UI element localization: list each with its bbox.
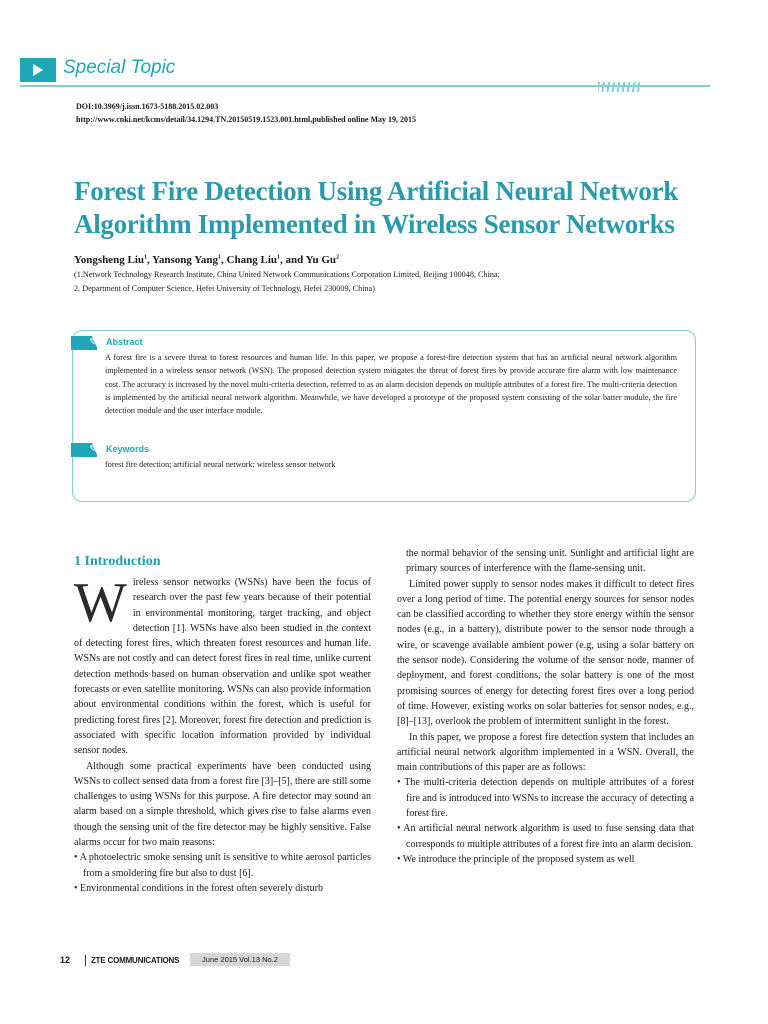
pen-icon: ✎ — [89, 444, 98, 455]
issue-badge: June 2015 Vol.13 No.2 — [190, 953, 290, 966]
paragraph: In this paper, we propose a forest fire detection system that includes an artificial neural network algorithm implemented in a WSN. Overall, the main contributions of this paper are as follows: — [397, 731, 694, 774]
bullet-item: • The multi-criteria detection depends on multiple attributes of a forest fire and is introduced into WSNs to increase the accuracy of detecting a forest fire. — [397, 777, 694, 820]
bullet-item: • A photoelectric smoke sensing unit is sensitive to white aerosol particles from a smoldering fire but also to dust [6]. — [74, 852, 371, 879]
section-topic: Special Topic — [63, 57, 176, 78]
page-number: 12 — [60, 955, 71, 965]
footer-separator — [85, 955, 86, 966]
pen-icon: ✎ — [89, 337, 98, 348]
affiliation-line: 2. Department of Computer Science, Hefei University of Technology, Hefei 230009, China) — [74, 284, 375, 293]
bullet-item: • Environmental conditions in the forest often severely disturb — [74, 882, 323, 894]
keywords-text: forest fire detection; artificial neural network; wireless sensor network — [105, 460, 336, 469]
author-sep: , — [147, 254, 153, 266]
paper-title: Forest Fire Detection Using Artificial Neural Network Algorithm Implemented in Wireless Sensor Networks — [74, 176, 678, 239]
paragraph: Although some practical experiments have been conducted using WSNs to collect sensed data from a forest fire [3]–[5], there are still some challenges to using WSNs for this purpose. A fire detector may sound an alarm based on a simple threshold, which gives rise to false alarms even though the sensing unit of the fire detector may be highly sensitive. False alarms occur for two main reasons: — [74, 760, 371, 849]
doi-line: DOI:10.3969/j.issn.1673-5188.2015.02.003 — [76, 102, 219, 111]
author: Yu Gu — [305, 254, 337, 266]
author: Yansong Yang — [152, 254, 219, 266]
drop-cap: W — [74, 572, 127, 634]
paragraph-text: ireless sensor networks (WSNs) have been the focus of research over the past few years because of their potential in environmental monitoring, target tracking, and object detection [1]. WSNs have also been studied in the context of detecting forest fires, which threaten forest resources and human life. WSNs are not costly and can detect forest fires in real time, unlike current detection methods based on human observation and unlike spot weather forecasts or even satellite monitoring. WSNs can also provide information about environmental conditions within the forest, which is useful for predicting forest fires [2]. Moreover, forest fire detection and prediction is associated with specific location information provided by individual sensor nodes. — [74, 577, 371, 757]
body-column-left — [74, 572, 371, 896]
author-sup: 2 — [336, 254, 340, 261]
abstract-text: A forest fire is a severe threat to forest resources and human life. In this paper, we propose a forest-fire detection system that has an artificial neural network algorithm implemented in a wireless sensor network (WSN). The proposed detection system mitigates the threat of forest fires by provide accurate fire alarm with low maintenance cost. The accuracy is increased by the novel multi-criteria detection, referred to as an alarm decision depends on multiple attributes of a forest fire. The multi-criteria detection is implemented by the artificial neural network algorithm. Meanwhile, we have developed a prototype of the proposed system consisting of the solar batter module, the fire detection module and the user interface module. — [105, 353, 677, 416]
author-sup: 1 — [277, 254, 280, 261]
bullet-item: • An artificial neural network algorithm is used to fuse sensing data that corresponds to multiple attributes of a forest fire into an alarm decision. — [397, 823, 694, 850]
abstract-label: Abstract — [106, 337, 143, 347]
bullet-item: • We introduce the principle of the proposed system as well — [397, 853, 635, 865]
header-stripes — [598, 82, 640, 92]
section-heading: 1 Introduction — [74, 554, 161, 569]
affiliations — [74, 268, 714, 296]
url-line: http://www.cnki.net/kcms/detail/34.1294.TN.20150519.1523.001.html,published online May 19, 2015 — [76, 115, 417, 124]
author: Chang Liu — [226, 254, 277, 266]
paragraph: Limited power supply to sensor nodes makes it difficult to detect fires over a long period of time. The potential energy sources for sensor nodes can be classified according to whether they store energy within the sensor nodes (e.g., in a battery), distribute power to the sensor node through a wire, or scavenge available ambient power (e.g, using a solar battery on the sensor node). Considering the volume of the sensor node, manner of deployment, and forest conditions, the solar battery is one of the most promising sources of energy for detecting forest fires over a long period of time. However, existing works on solar batteries for sensor nodes, e.g., [8]–[13], overlook the problem of intermittent sunlight in the forest. — [397, 578, 694, 728]
bullet-continuation: the normal behavior of the sensing unit. Sunlight and artificial light are primary sources of interference with the flame-sensing unit. — [406, 548, 694, 575]
body-column-right — [397, 546, 694, 867]
author-list — [74, 254, 339, 266]
affiliation-line: (1.Network Technology Research Institute, China United Network Communications Corporation Limited, Beijing 100048, China; — [74, 270, 500, 279]
keywords-label: Keywords — [106, 444, 150, 454]
author-sup: 1 — [144, 254, 148, 261]
doi-block — [76, 100, 416, 126]
author: Yongsheng Liu — [74, 254, 145, 266]
author-sep: , and — [280, 254, 306, 266]
author-sep: , — [221, 254, 227, 266]
paragraph — [74, 572, 371, 759]
author-sup: 1 — [218, 254, 222, 261]
topic-arrow-icon — [20, 58, 56, 82]
journal-name: ZTE COMMUNICATIONS — [91, 956, 180, 965]
